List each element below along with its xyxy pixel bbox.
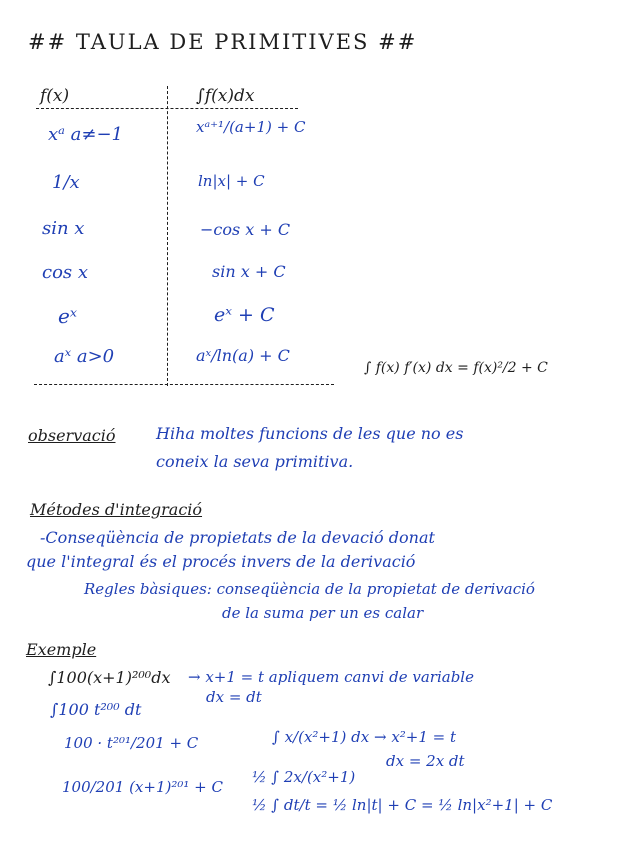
exemple-step4: 100/201 (x+1)²⁰¹ + C: [62, 778, 223, 796]
table-row-integral: ln|x| + C: [198, 172, 265, 190]
metodes-line4: de la suma per un es calar: [222, 604, 424, 622]
exemple-right-step3: ½ ∫ 2x/(x²+1): [252, 768, 356, 786]
metodes-line2: que l'integral és el procés invers de la derivació: [26, 552, 416, 571]
metodes-heading: Métodes d'integració: [30, 500, 203, 519]
exemple-right-step2: dx = 2x dt: [386, 752, 465, 770]
table-row-fx: cos x: [42, 262, 89, 283]
table-row-integral: aˣ/ln(a) + C: [196, 346, 290, 365]
table-row-fx: xᵃ a≠−1: [48, 124, 123, 145]
metodes-line3: Regles bàsiques: conseqüència de la propietat de derivació: [84, 580, 535, 598]
observacio-text-line1: Hiha moltes funcions de les que no es: [156, 424, 464, 443]
table-row-integral: eˣ + C: [214, 304, 275, 326]
page-title: ## TAULA DE PRIMITIVES ##: [28, 30, 418, 54]
metodes-line1: -Conseqüència de propietats de la devació donat: [40, 528, 435, 547]
table-row-integral: −cos x + C: [200, 220, 291, 239]
table-row-fx: aˣ a>0: [54, 346, 115, 367]
side-formula: ∫ f(x) f′(x) dx = f(x)²/2 + C: [364, 360, 548, 376]
exemple-right-step4: ½ ∫ dt/t = ½ ln|t| + C = ½ ln|x²+1| + C: [252, 796, 553, 814]
table-bottom-rule: [34, 384, 334, 385]
table-row-fx: 1/x: [52, 172, 80, 193]
table-column-divider: [167, 86, 168, 386]
table-row-fx: sin x: [42, 218, 85, 239]
table-row-fx: eˣ: [58, 304, 77, 328]
observacio-text-line2: coneix la seva primitiva.: [156, 452, 354, 471]
observacio-label: observació: [28, 426, 116, 445]
exemple-step1: ∫100(x+1)²⁰⁰dx: [48, 668, 171, 687]
table-row-integral: sin x + C: [212, 262, 286, 281]
table-header-fx: f(x): [40, 86, 70, 106]
exemple-step3: 100 · t²⁰¹/201 + C: [64, 734, 199, 752]
table-row-integral: xᵃ⁺¹/(a+1) + C: [196, 118, 306, 136]
exemple-substitution: → x+1 = t apliquem canvi de variable: [188, 668, 474, 686]
exemple-substitution-dx: dx = dt: [206, 688, 262, 706]
exemple-right-step1: ∫ x/(x²+1) dx → x²+1 = t: [272, 728, 457, 746]
table-header-integral: ∫f(x)dx: [196, 86, 255, 106]
exemple-step2: ∫100 t²⁰⁰ dt: [50, 700, 142, 719]
exemple-heading: Exemple: [26, 640, 97, 659]
